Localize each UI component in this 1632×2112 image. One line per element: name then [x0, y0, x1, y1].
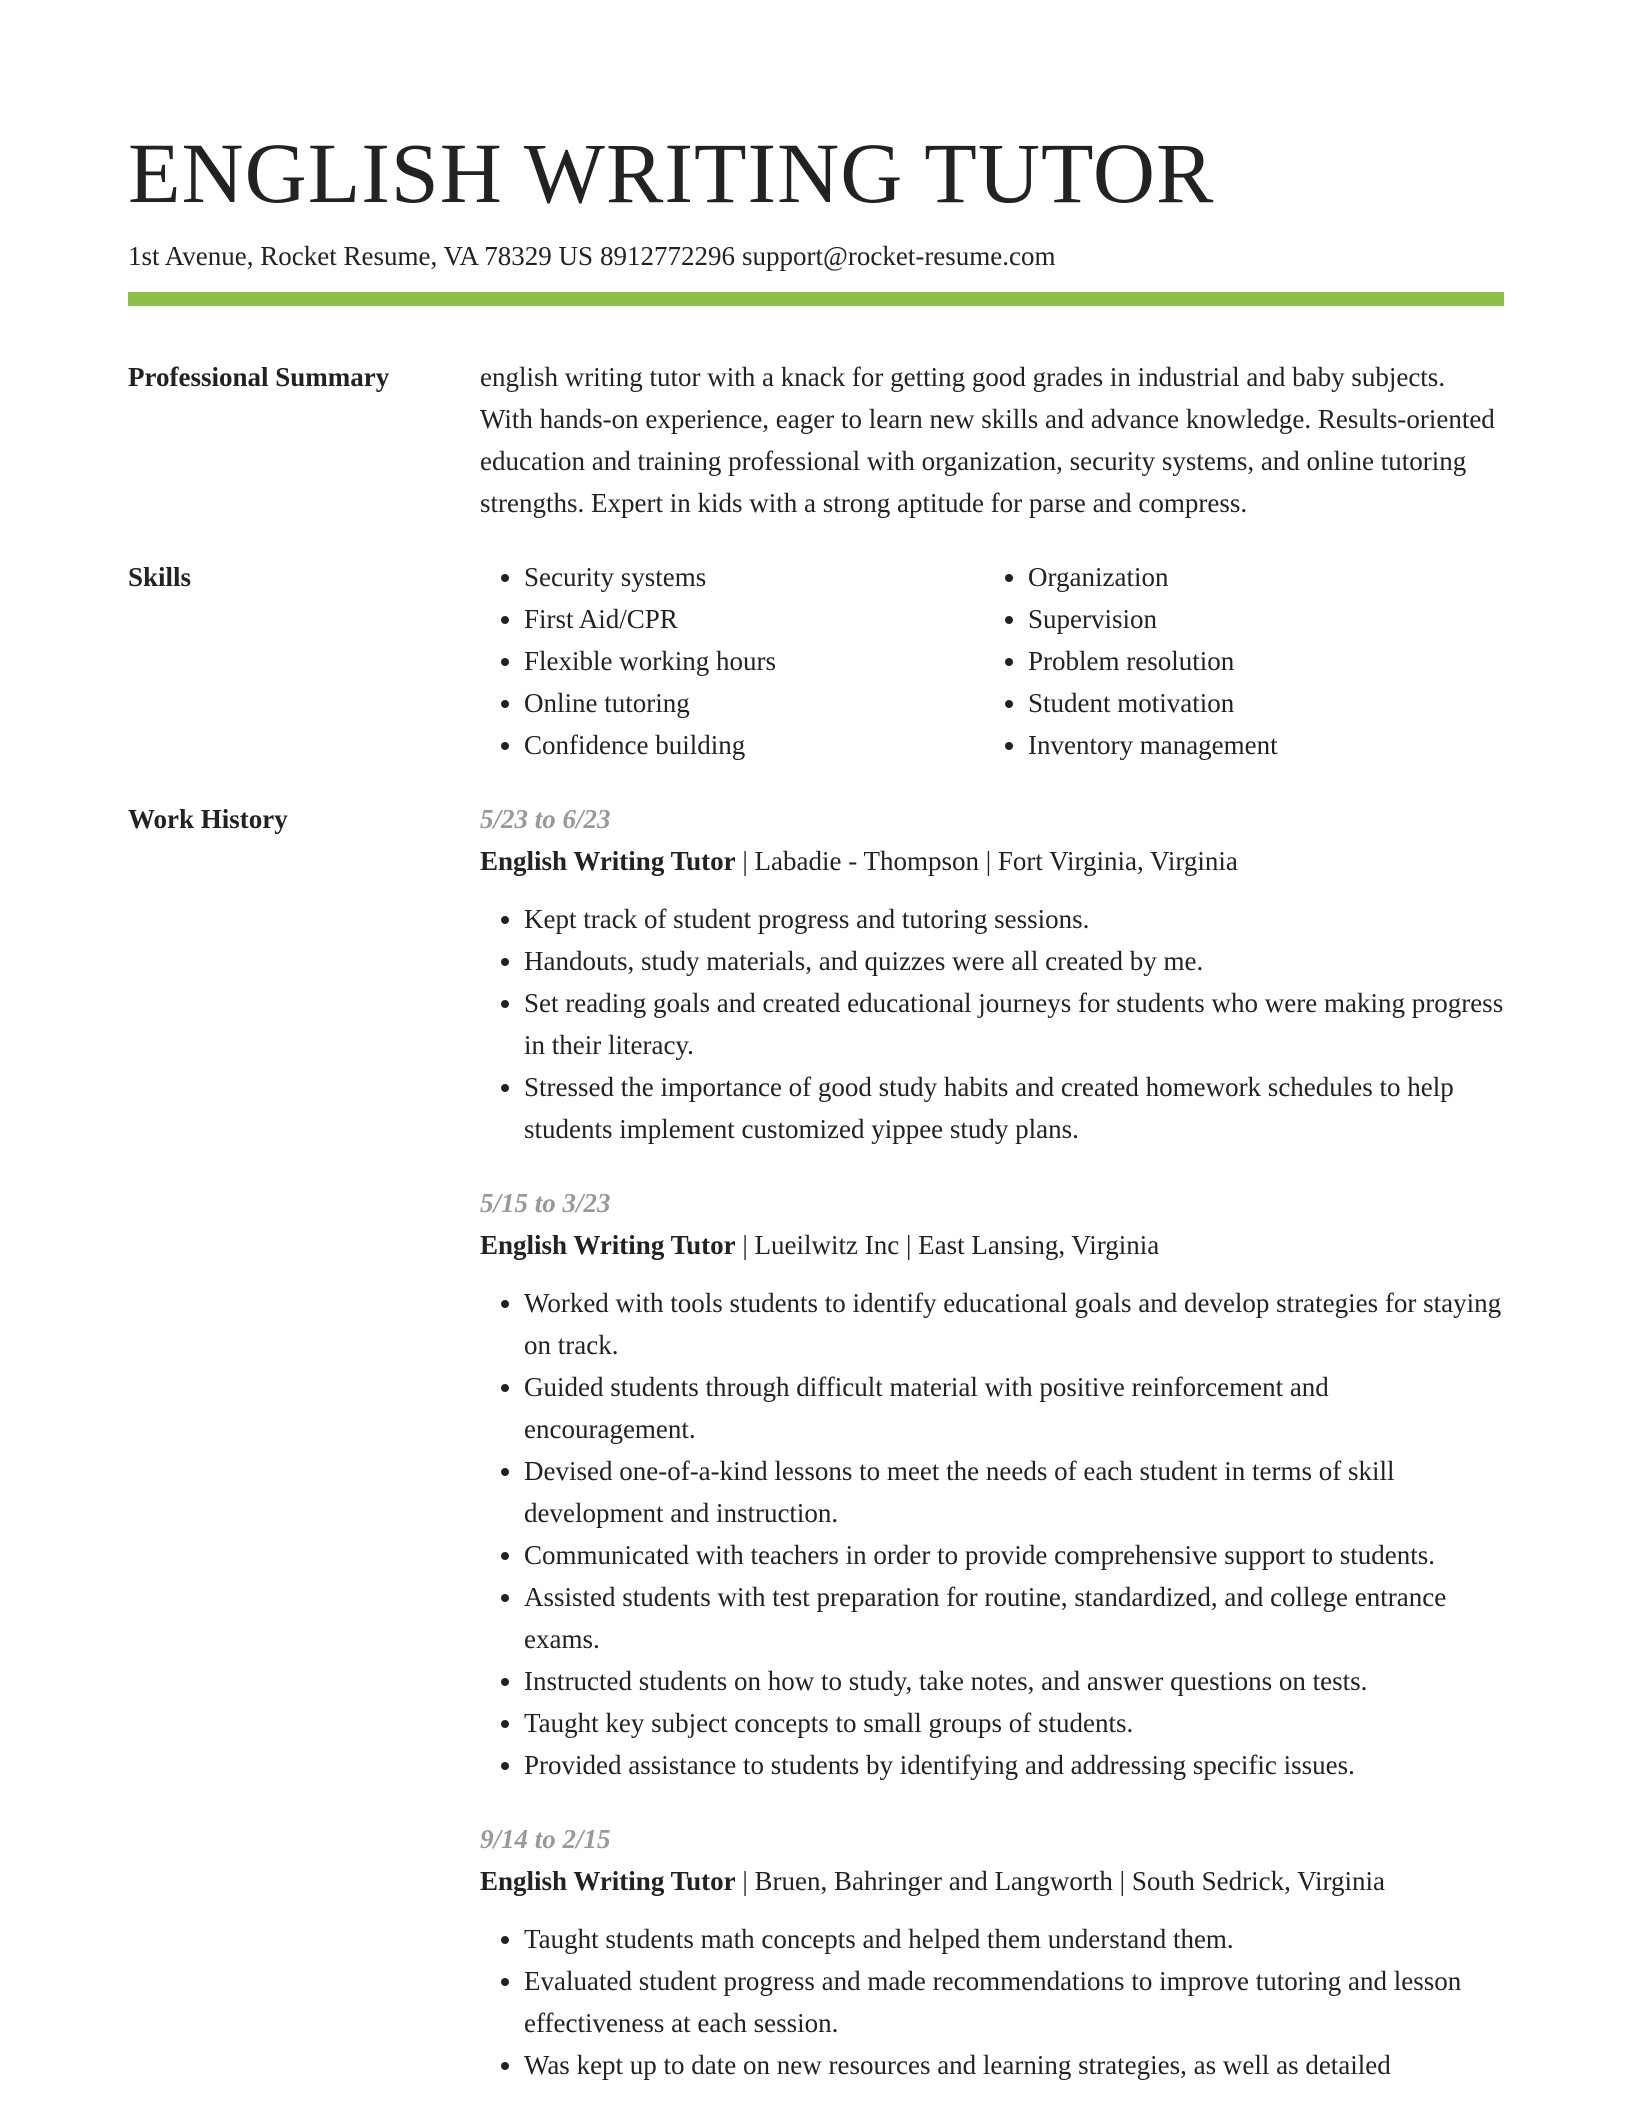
skills-column-1 [480, 556, 984, 766]
job-bullets [480, 1918, 1504, 2086]
job-heading: English Writing Tutor | Lueilwitz Inc | East Lansing, Virginia [480, 1230, 1160, 1260]
section-work-history [128, 798, 1504, 2086]
contact-line [128, 238, 1504, 274]
job-bullet: • Provided assistance to students by identifying and addressing specific issues. [524, 1744, 1504, 1786]
job-dates: 5/15 to 3/23 [480, 1188, 611, 1218]
skill-item: • Student motivation [1028, 682, 1278, 724]
job-bullet: • Kept track of student progress and tutoring sessions. [524, 898, 1504, 940]
job-location: South Sedrick, Virginia [1131, 1866, 1385, 1896]
skill-item: • Problem resolution [1028, 640, 1278, 682]
job-bullet: • Handouts, study materials, and quizzes were all created by me. [524, 940, 1504, 982]
skill-item: • Supervision [1028, 598, 1278, 640]
job-bullet: • Taught key subject concepts to small groups of students. [524, 1702, 1504, 1744]
job-location: Fort Virginia, Virginia [997, 846, 1238, 876]
job-bullet: • Communicated with teachers in order to provide comprehensive support to students. [524, 1534, 1504, 1576]
job-bullet: • Was kept up to date on new resources and learning strategies, as well as detailed [524, 2044, 1504, 2086]
section-label-summary: Professional Summary [128, 362, 390, 392]
job-entry [480, 1182, 1504, 1786]
resume-page [128, 120, 1504, 2086]
summary-text: english writing tutor with a knack for getting good grades in industrial and baby subjects. With hands-on experience, eager to learn new skills and advance knowledge. Results-oriented education and training professional with organization, security systems, and online tutoring strengths. Expert in kids with a strong aptitude for parse and compress. [480, 362, 1495, 518]
skill-item: • Inventory management [1028, 724, 1278, 766]
section-skills [128, 556, 1504, 766]
job-bullet: • Assisted students with test preparation for routine, standardized, and college entrance exams. [524, 1576, 1504, 1660]
contact-address: 1st Avenue, Rocket Resume, VA 78329 US [128, 241, 593, 271]
job-bullet: • Instructed students on how to study, take notes, and answer questions on tests. [524, 1660, 1504, 1702]
job-bullet: • Devised one-of-a-kind lessons to meet the needs of each student in terms of skill development and instruction. [524, 1450, 1504, 1534]
job-heading: English Writing Tutor | Bruen, Bahringer and Langworth | South Sedrick, Virginia [480, 1866, 1385, 1896]
job-dates: 9/14 to 2/15 [480, 1824, 611, 1854]
skill-item: • Organization [1028, 556, 1278, 598]
job-entry [480, 798, 1504, 1150]
job-bullet: • Stressed the importance of good study habits and created homework schedules to help students implement customized yippee study plans. [524, 1066, 1504, 1150]
job-title: English Writing Tutor [480, 1230, 736, 1260]
job-bullets [480, 898, 1504, 1150]
job-bullets [480, 1282, 1504, 1786]
job-bullet: • Worked with tools students to identify educational goals and develop strategies for staying on track. [524, 1282, 1504, 1366]
skill-item: • Confidence building [524, 724, 984, 766]
job-title: English Writing Tutor [480, 1866, 736, 1896]
contact-phone: 8912772296 [600, 241, 735, 271]
skill-item: • Online tutoring [524, 682, 984, 724]
job-bullet: • Taught students math concepts and helped them understand them. [524, 1918, 1504, 1960]
section-label-skills: Skills [128, 562, 192, 592]
skill-item: • First Aid/CPR [524, 598, 984, 640]
skill-item: • Flexible working hours [524, 640, 984, 682]
skills-column-2 [984, 556, 1278, 766]
job-dates: 5/23 to 6/23 [480, 804, 611, 834]
job-title: English Writing Tutor [480, 846, 736, 876]
skill-item: • Security systems [524, 556, 984, 598]
job-company: Labadie - Thompson [754, 846, 979, 876]
job-bullet: • Evaluated student progress and made recommendations to improve tutoring and lesson effectiveness at each session. [524, 1960, 1504, 2044]
job-company: Lueilwitz Inc [754, 1230, 900, 1260]
job-heading: English Writing Tutor | Labadie - Thompson | Fort Virginia, Virginia [480, 846, 1238, 876]
header-divider [128, 292, 1504, 306]
section-label-work: Work History [128, 804, 288, 834]
job-entry [480, 1818, 1504, 2086]
job-bullet: • Set reading goals and created educational journeys for students who were making progress in their literacy. [524, 982, 1504, 1066]
section-professional-summary [128, 356, 1504, 524]
contact-email: support@rocket-resume.com [742, 241, 1056, 271]
job-bullet: • Guided students through difficult material with positive reinforcement and encouragement. [524, 1366, 1504, 1450]
job-location: East Lansing, Virginia [918, 1230, 1160, 1260]
resume-title: ENGLISH WRITING TUTOR [128, 125, 1215, 221]
job-company: Bruen, Bahringer and Langworth [754, 1866, 1113, 1896]
